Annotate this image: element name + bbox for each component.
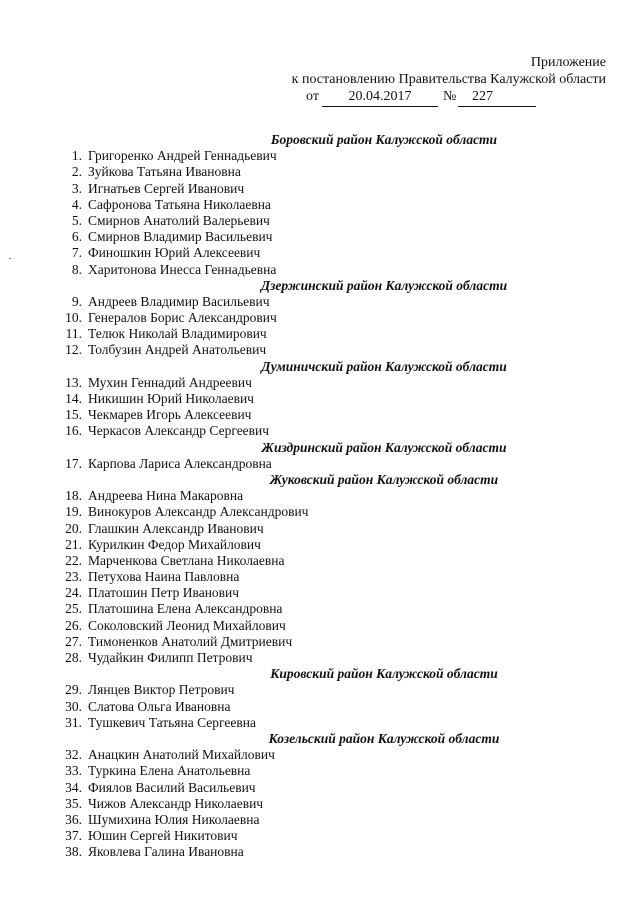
person-name: Тимоненков Анатолий Дмитриевич <box>88 633 293 649</box>
list-item <box>58 715 618 731</box>
person-name: Туркина Елена Анатольевна <box>88 763 251 779</box>
person-name: Сафронова Татьяна Николаевна <box>88 196 271 212</box>
person-name: Фиялов Василий Васильевич <box>88 779 256 795</box>
district-heading: Жуковский район Калужской области <box>269 471 499 487</box>
district-heading: Боровский район Калужской области <box>270 132 498 147</box>
list-item <box>58 828 618 844</box>
person-name: Игнатьев Сергей Иванович <box>88 180 245 196</box>
item-number: 1. <box>71 148 82 164</box>
item-number: 26. <box>65 617 82 633</box>
list-item <box>58 844 618 860</box>
list-item <box>58 812 618 828</box>
list-item <box>58 634 618 650</box>
district-heading: Думиничский район Калужской области <box>261 358 507 374</box>
person-name: Яковлева Галина Ивановна <box>88 844 244 860</box>
item-number: 27. <box>65 633 82 649</box>
scan-speck <box>9 258 11 259</box>
list-item <box>58 310 618 326</box>
number-sign: № <box>443 88 457 104</box>
item-number: 11. <box>65 326 82 342</box>
item-number: 38. <box>65 844 82 860</box>
list-item <box>58 262 618 278</box>
person-name: Курилкин Федор Михайлович <box>88 536 261 552</box>
person-name: Смирнов Анатолий Валерьевич <box>88 212 270 228</box>
person-name: Харитонова Инесса Геннадьевна <box>88 261 277 277</box>
list-item <box>58 682 618 698</box>
item-number: 30. <box>65 698 82 714</box>
list-item <box>58 521 618 537</box>
list-item <box>58 618 618 634</box>
list-item <box>58 326 618 342</box>
person-name: Анацкин Анатолий Михайлович <box>88 747 275 763</box>
person-name: Никишин Юрий Николаевич <box>88 391 254 406</box>
list-item <box>58 699 618 715</box>
item-number: 7. <box>71 245 82 261</box>
list-item <box>58 796 618 812</box>
district-heading: Дзержинский район Калужской области <box>260 277 508 293</box>
item-number: 31. <box>65 714 82 730</box>
list-item <box>58 763 618 779</box>
item-number: 33. <box>65 763 82 779</box>
person-name: Смирнов Владимир Васильевич <box>88 229 273 245</box>
person-name: Винокуров Александр Александрович <box>88 504 309 520</box>
list-item <box>58 488 618 504</box>
item-number: 2. <box>71 164 82 180</box>
person-name: Петухова Наина Павловна <box>88 569 240 585</box>
item-number: 34. <box>65 779 82 795</box>
item-number: 20. <box>65 520 82 536</box>
person-name: Григоренко Андрей Геннадьевич <box>88 148 277 164</box>
date-prefix: от <box>306 88 319 104</box>
list-item <box>58 423 618 439</box>
item-number: 21. <box>65 536 82 552</box>
item-number: 28. <box>65 650 82 665</box>
person-name: Чудайкин Филипп Петрович <box>88 650 253 665</box>
item-number: 4. <box>71 196 82 212</box>
item-number: 12. <box>65 342 82 358</box>
item-number: 35. <box>65 795 82 811</box>
item-number: 32. <box>65 747 82 763</box>
item-number: 15. <box>65 407 82 423</box>
resolution-details <box>266 89 606 107</box>
item-number: 3. <box>71 180 82 196</box>
item-number: 23. <box>65 569 82 585</box>
list-item <box>58 342 618 358</box>
item-number: 36. <box>65 811 82 827</box>
list-item <box>58 747 618 763</box>
list-item <box>58 407 618 423</box>
item-number: 25. <box>65 601 82 617</box>
person-name: Тушкевич Татьяна Сергеевна <box>88 714 256 730</box>
item-number: 14. <box>65 391 82 406</box>
appendix-header <box>266 55 606 107</box>
list-item <box>58 504 618 520</box>
person-name: Мухин Геннадий Андреевич <box>88 374 252 390</box>
district-heading: Козельский район Калужской области <box>268 730 500 746</box>
person-name: Телюк Николай Владимирович <box>88 326 267 342</box>
person-name: Платошин Петр Иванович <box>88 585 240 601</box>
item-number: 29. <box>65 682 82 698</box>
item-number: 24. <box>65 585 82 601</box>
list-item <box>58 229 618 245</box>
list-item <box>58 181 618 197</box>
item-number: 37. <box>65 828 82 844</box>
item-number: 13. <box>65 374 82 390</box>
list-item <box>58 148 618 164</box>
district-heading: Жиздринский район Калужской области <box>261 439 507 455</box>
person-name: Финошкин Юрий Алексеевич <box>88 245 261 261</box>
person-name: Черкасов Александр Сергеевич <box>88 423 270 439</box>
person-name: Платошина Елена Александровна <box>88 601 283 617</box>
person-name: Слатова Ольга Ивановна <box>88 698 231 714</box>
item-number: 9. <box>71 293 82 309</box>
list-item <box>58 391 618 407</box>
appendix-subtitle: к постановлению Правительства Калужской области <box>291 71 606 87</box>
person-name: Андреева Нина Макаровна <box>88 488 244 504</box>
list-item <box>58 601 618 617</box>
district-heading: Кировский район Калужской области <box>270 666 498 682</box>
list-item <box>58 375 618 391</box>
list-item <box>58 780 618 796</box>
person-name: Шумихина Юлия Николаевна <box>88 811 260 827</box>
list-item <box>58 537 618 553</box>
person-name: Генералов Борис Александрович <box>88 310 277 326</box>
person-name: Лянцев Виктор Петрович <box>88 682 235 698</box>
item-number: 19. <box>65 504 82 520</box>
list-item <box>58 553 618 569</box>
person-name: Чекмарев Игорь Алексеевич <box>88 407 252 423</box>
item-number: 10. <box>65 310 82 326</box>
item-number: 5. <box>71 212 82 228</box>
person-name: Глашкин Александр Иванович <box>88 520 264 536</box>
list-item <box>58 456 618 472</box>
person-name: Толбузин Андрей Анатольевич <box>88 342 267 358</box>
resolution-date: 20.04.2017 <box>322 89 438 108</box>
district-list <box>58 132 618 860</box>
item-number: 22. <box>65 552 82 568</box>
person-name: Соколовский Леонид Михайлович <box>88 617 286 633</box>
list-item <box>58 164 618 180</box>
list-item <box>58 245 618 261</box>
list-item <box>58 585 618 601</box>
person-name: Андреев Владимир Васильевич <box>88 293 270 309</box>
person-name: Юшин Сергей Никитович <box>88 828 238 844</box>
list-item <box>58 213 618 229</box>
list-item <box>58 569 618 585</box>
item-number: 16. <box>65 423 82 439</box>
person-name: Чижов Александр Николаевич <box>88 795 264 811</box>
item-number: 18. <box>65 488 82 504</box>
appendix-title: Приложение <box>530 55 606 70</box>
resolution-number: 227 <box>458 89 536 108</box>
person-name: Карпова Лариса Александровна <box>88 455 272 471</box>
list-item <box>58 650 618 666</box>
list-item <box>58 197 618 213</box>
item-number: 8. <box>71 261 82 277</box>
person-name: Зуйкова Татьяна Ивановна <box>88 164 241 180</box>
list-item <box>58 294 618 310</box>
person-name: Марченкова Светлана Николаевна <box>88 552 285 568</box>
item-number: 6. <box>71 229 82 245</box>
item-number: 17. <box>65 455 82 471</box>
